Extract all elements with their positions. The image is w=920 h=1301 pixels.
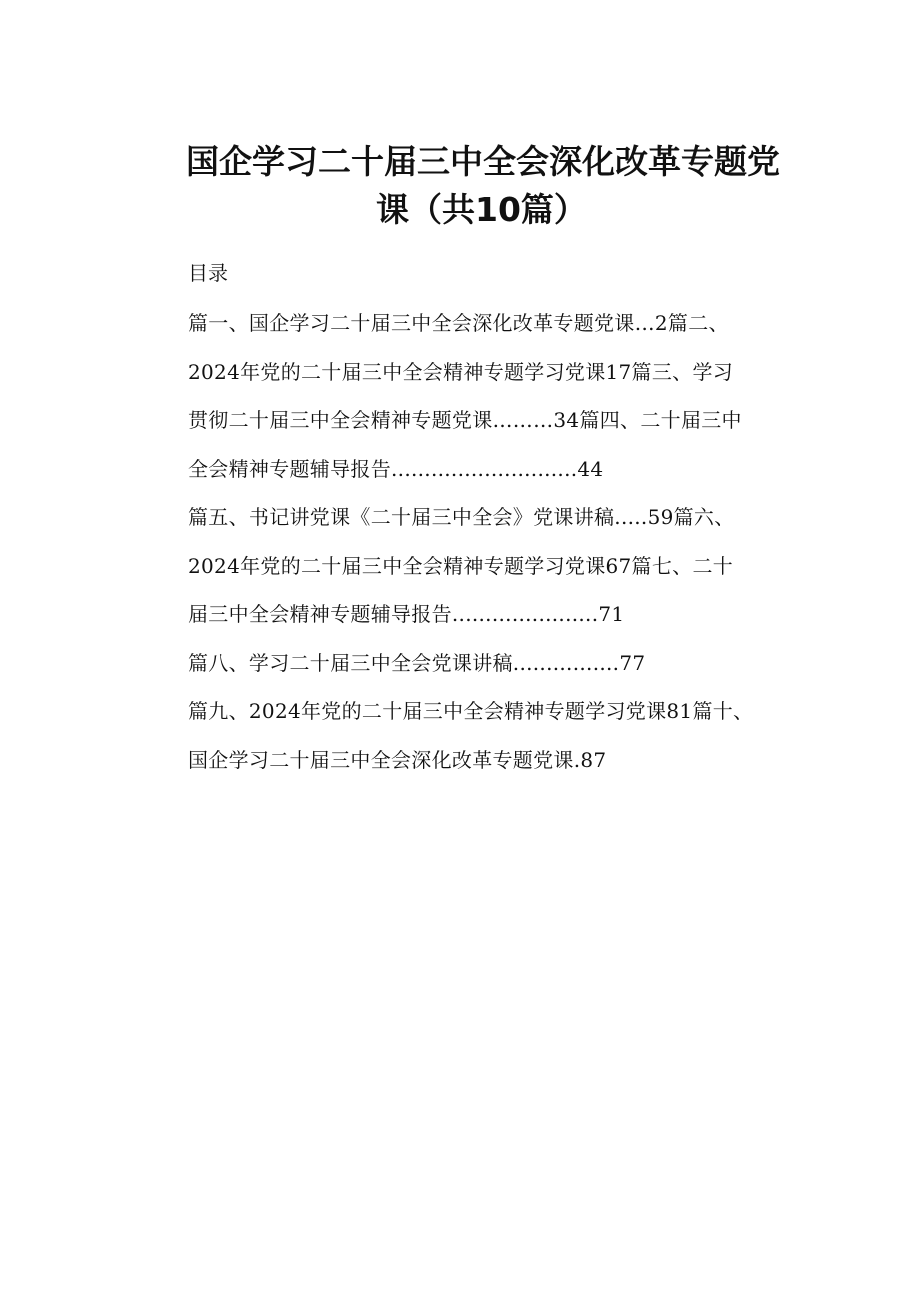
toc-line-3: 贯彻二十届三中全会精神专题党课………34篇四、二十届三中 [188,408,742,432]
toc-line-6: 2024年党的二十届三中全会精神专题学习党课67篇七、二十 [188,553,734,578]
title-line-1: 国企学习二十届三中全会深化改革专题党 [186,142,780,181]
toc-heading: 目录 [188,261,228,285]
title-line-2: 课（共10篇） [376,190,587,229]
toc-line-2: 2024年党的二十届三中全会精神专题学习党课17篇三、学习 [188,359,734,384]
toc-line-10: 国企学习二十届三中全会深化改革专题党课.87 [188,747,607,772]
toc-line-1: 篇一、国企学习二十届三中全会深化改革专题党课…2篇二、 [188,311,729,335]
document-title [150,138,810,234]
toc-line-9: 篇九、2024年党的二十届三中全会精神专题学习党课81篇十、 [188,699,754,723]
toc-line-7: 届三中全会精神专题辅导报告......................71 [188,602,625,626]
toc-line-4: 全会精神专题辅导报告............................44 [188,456,604,481]
toc-line-5: 篇五、书记讲党课《二十届三中全会》党课讲稿.....59篇六、 [188,505,735,529]
toc-line-8: 篇八、学习二十届三中全会党课讲稿................77 [188,650,646,675]
table-of-contents [188,306,818,791]
